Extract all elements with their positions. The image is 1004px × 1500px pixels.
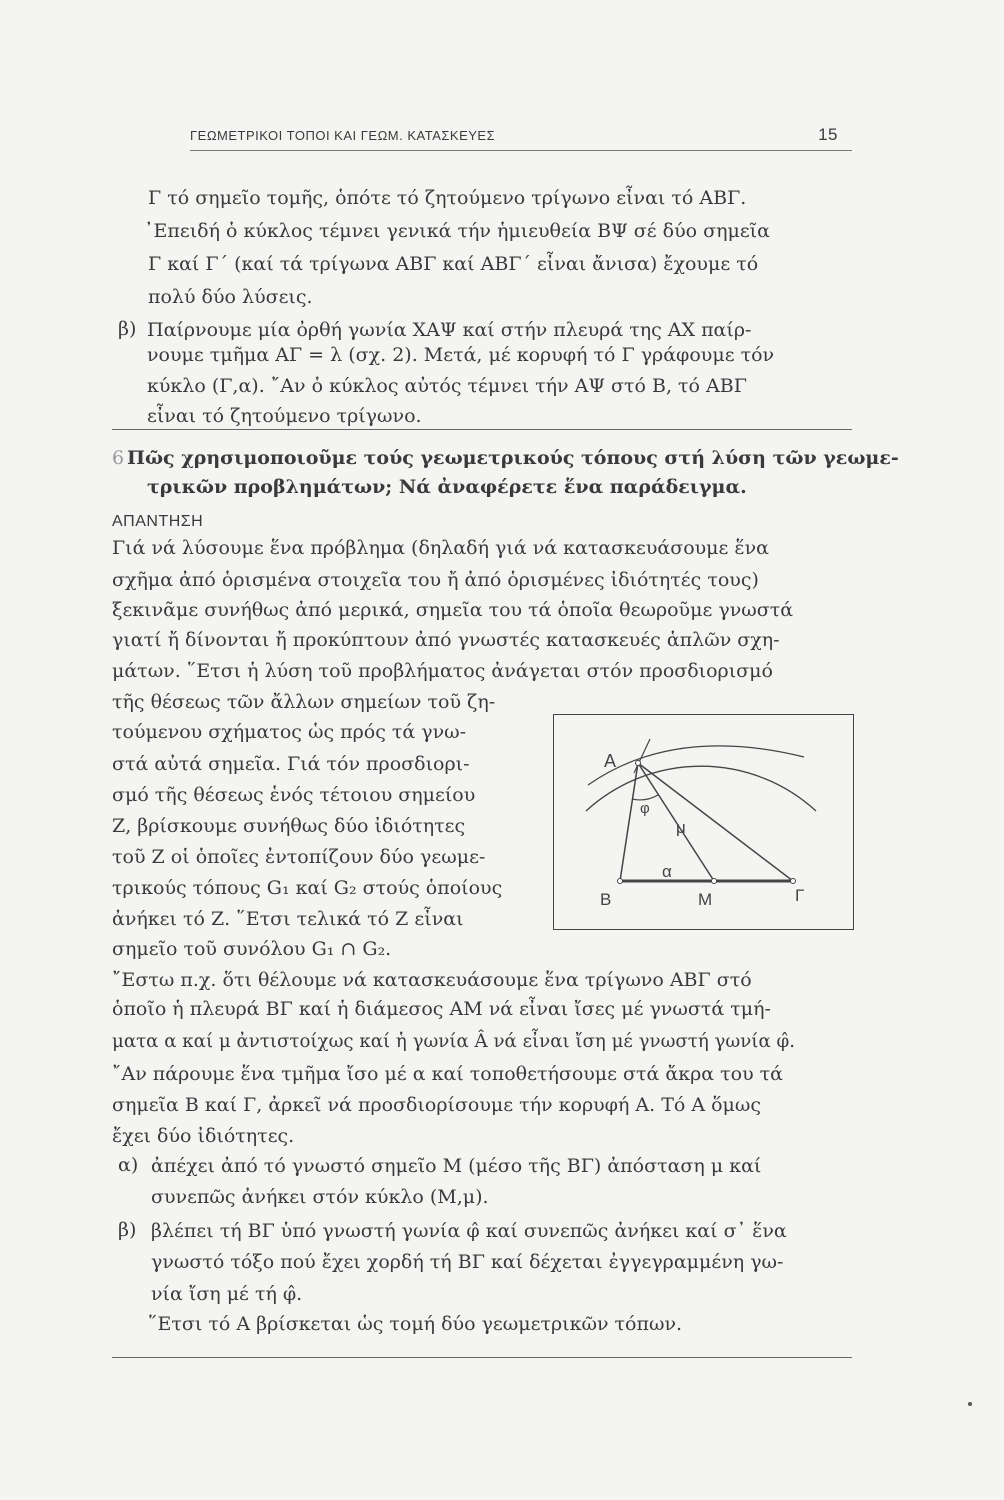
- item-b-line: Παίρνουμε μία ὀρθή γωνία ΧΑΨ καί στήν πλευρά της ΑΧ παίρ-: [147, 319, 752, 341]
- label-b: Β: [600, 890, 612, 909]
- point-g: [791, 879, 796, 884]
- item-b2-label: β): [118, 1219, 137, 1241]
- point-a: [636, 761, 641, 766]
- answer-narrow-line: στά αὐτά σημεῖα. Γιά τόν προσδιορι-: [112, 753, 470, 775]
- item-b-line: εἶναι τό ζητούμενο τρίγωνο.: [147, 405, 422, 427]
- figure-drawing: [554, 715, 855, 931]
- answer-narrow-line: τούμενου σχήματος ὡς πρός τά γνω-: [112, 721, 467, 743]
- closing-line: ῞Ετσι τό Α βρίσκεται ὡς τομή δύο γεωμετρικῶν τόπων.: [148, 1313, 683, 1335]
- page-number: 15: [818, 125, 838, 144]
- answer-line: ξεκινᾶμε συνήθως ἀπό μερικά, σημεῖα του τά ὁποῖα θεωροῦμε γνωστά: [112, 599, 794, 621]
- circle-arc: [586, 766, 816, 811]
- item-b-label: β): [118, 318, 137, 340]
- answer-heading: ΑΠΑΝΤΗΣΗ: [112, 513, 204, 530]
- intro-line: Γ καί Γ΄ (καί τά τρίγωνα ΑΒΓ καί ΑΒΓ΄ εἶναι ἄνισα) ἔχουμε τό: [148, 253, 759, 275]
- example-line: ἔχει δύο ἰδιότητες.: [112, 1125, 295, 1147]
- answer-line: μάτων. ῞Ετσι ἡ λύση τοῦ προβλήματος ἀνάγεται στόν προσδιορισμό: [112, 660, 773, 682]
- example-line: σημεῖα Β καί Γ, ἀρκεῖ νά προσδιορίσουμε τήν κορυφή Α. Τό Α ὅμως: [112, 1094, 762, 1116]
- answer-narrow-line: Ζ, βρίσκουμε συνήθως δύο ἰδιότητες: [112, 815, 466, 837]
- answer-narrow-line: ἀνήκει τό Ζ. ῞Ετσι τελικά τό Ζ εἶναι: [112, 908, 464, 930]
- answer-narrow-line: τοῦ Ζ οἱ ὁποῖες ἐντοπίζουν δύο γεωμε-: [112, 846, 486, 868]
- stray-dot: [968, 1402, 972, 1406]
- answer-line: σχῆμα ἀπό ὁρισμένα στοιχεῖα του ἤ ἀπό ὁρισμένες ἰδιότητές τους): [112, 569, 759, 591]
- header-rule: [190, 150, 852, 151]
- example-line: ῎Εστω π.χ. ὅτι θέλουμε νά κατασκευάσουμε ἕνα τρίγωνο ΑΒΓ στό: [112, 969, 752, 991]
- label-alpha: α: [662, 862, 672, 881]
- item-a-line: ἀπέχει ἀπό τό γνωστό σημεῖο Μ (μέσο τῆς ΒΓ) ἀπόσταση μ καί: [151, 1155, 762, 1177]
- section-rule: [112, 429, 852, 430]
- item-b2-line: γνωστό τόξο πού ἔχει χορδή τή ΒΓ καί δέχεται ἐγγεγραμμένη γω-: [151, 1251, 784, 1273]
- item-b2-line: νία ἴση μέ τή φ̂.: [151, 1283, 303, 1305]
- point-m: [712, 879, 717, 884]
- bottom-rule: [112, 1357, 852, 1358]
- label-g: Γ: [795, 886, 805, 905]
- question-number: 6: [112, 447, 125, 469]
- intro-line: Γ τό σημεῖο τομῆς, ὁπότε τό ζητούμενο τρίγωνο εἶναι τό ΑΒΓ.: [148, 187, 747, 209]
- answer-narrow-line: σημεῖο τοῦ συνόλου G₁ ∩ G₂.: [112, 938, 392, 960]
- answer-narrow-line: σμό τῆς θέσεως ἑνός τέτοιου σημείου: [112, 784, 476, 806]
- running-title: ΓΕΩΜΕΤΡΙΚΟΙ ΤΟΠΟΙ ΚΑΙ ΓΕΩΜ. ΚΑΤΑΣΚΕΥΕΣ: [190, 128, 496, 143]
- figure-triangle-construction: [553, 714, 854, 930]
- label-m: Μ: [698, 890, 713, 909]
- item-a-line: συνεπῶς ἀνήκει στόν κύκλο (Μ,μ).: [151, 1186, 489, 1208]
- label-a: Α: [604, 751, 617, 771]
- label-phi: φ: [640, 800, 650, 817]
- example-line: ῎Αν πάρουμε ἕνα τμῆμα ἴσο μέ α καί τοποθετήσουμε στά ἄκρα του τά: [112, 1063, 784, 1085]
- point-b: [618, 879, 623, 884]
- running-header: [190, 125, 850, 144]
- answer-narrow-line: τρικούς τόπους G₁ καί G₂ στούς ὁποίους: [112, 877, 503, 899]
- intro-line: ᾽Επειδή ὁ κύκλος τέμνει γενικά τήν ἡμιευθεία ΒΨ σέ δύο σημεῖα: [144, 220, 770, 242]
- example-line: ματα α καί μ ἀντιστοίχως καί ἡ γωνία Â νά εἶναι ἴση μέ γνωστή γωνία φ̂.: [112, 1031, 796, 1052]
- answer-narrow-line: τῆς θέσεως τῶν ἄλλων σημείων τοῦ ζη-: [112, 691, 496, 713]
- locus-arc: [588, 746, 804, 785]
- answer-line: γιατί ἤ δίνονται ἤ προκύπτουν ἀπό γνωστές κατασκευές ἁπλῶν σχη-: [112, 629, 780, 651]
- label-mu: μ: [676, 818, 686, 837]
- example-line: ὁποῖο ἡ πλευρά ΒΓ καί ἡ διάμεσος ΑΜ νά εἶναι ἴσες μέ γνωστά τμή-: [112, 998, 771, 1020]
- intro-line: πολύ δύο λύσεις.: [148, 286, 313, 308]
- item-b-line: κύκλο (Γ,α). ῎Αν ὁ κύκλος αὐτός τέμνει τήν ΑΨ στό Β, τό ΑΒΓ: [147, 375, 747, 397]
- question-line: τρικῶν προβλημάτων; Νά ἀναφέρετε ἕνα παράδειγμα.: [147, 476, 747, 498]
- question-line: Πῶς χρησιμοποιοῦμε τούς γεωμετρικούς τόπους στή λύση τῶν γεωμε-: [127, 447, 899, 469]
- answer-line: Γιά νά λύσουμε ἕνα πρόβλημα (δηλαδή γιά νά κατασκευάσουμε ἕνα: [112, 537, 769, 559]
- side-ab: [620, 763, 638, 881]
- item-b2-line: βλέπει τή ΒΓ ὑπό γνωστή γωνία φ̂ καί συνεπῶς ἀνήκει καί σ᾽ ἕνα: [151, 1220, 787, 1242]
- item-a-label: α): [118, 1154, 139, 1176]
- item-b-line: νουμε τμῆμα ΑΓ = λ (σχ. 2). Μετά, μέ κορυφή τό Γ γράφουμε τόν: [147, 344, 775, 366]
